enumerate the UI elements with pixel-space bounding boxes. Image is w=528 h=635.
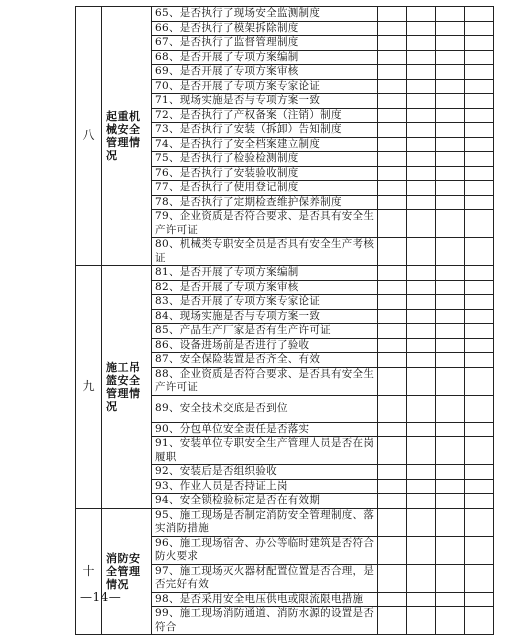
check-cell[interactable] — [436, 494, 465, 509]
check-cell[interactable] — [378, 7, 407, 22]
check-item: 79、企业资质是否符合要求、是否具有安全生产许可证 — [152, 210, 378, 238]
section-title: 消防安全管理情况 — [102, 508, 152, 635]
check-cell[interactable] — [407, 536, 436, 564]
check-cell[interactable] — [378, 50, 407, 65]
check-cell[interactable] — [378, 36, 407, 51]
check-cell[interactable] — [378, 338, 407, 353]
check-cell[interactable] — [465, 50, 494, 65]
section-number: 十 — [76, 508, 102, 635]
check-item: 97、施工现场灭火器材配置位置是否合理，是否完好有效 — [152, 564, 378, 592]
check-cell[interactable] — [465, 353, 494, 368]
check-cell[interactable] — [436, 266, 465, 281]
check-cell[interactable] — [378, 494, 407, 509]
check-cell[interactable] — [407, 338, 436, 353]
check-cell[interactable] — [436, 210, 465, 238]
check-cell[interactable] — [407, 152, 436, 167]
check-cell[interactable] — [465, 65, 494, 80]
check-cell[interactable] — [465, 210, 494, 238]
check-cell[interactable] — [378, 65, 407, 80]
check-cell[interactable] — [407, 65, 436, 80]
check-cell[interactable] — [436, 395, 465, 422]
check-cell[interactable] — [436, 108, 465, 123]
check-cell[interactable] — [407, 7, 436, 22]
check-cell[interactable] — [378, 266, 407, 281]
check-cell[interactable] — [378, 108, 407, 123]
check-cell[interactable] — [378, 21, 407, 36]
check-item: 86、设备进场前是否进行了验收 — [152, 338, 378, 353]
check-cell[interactable] — [465, 238, 494, 266]
check-item: 70、是否开展了专项方案专家论证 — [152, 79, 378, 94]
check-item: 80、机械类专职安全员是否具有安全生产考核证 — [152, 238, 378, 266]
check-cell[interactable] — [436, 65, 465, 80]
check-cell[interactable] — [465, 494, 494, 509]
check-cell[interactable] — [436, 422, 465, 437]
table-row — [76, 508, 494, 536]
check-item: 92、安装后是否组织验收 — [152, 465, 378, 480]
section-number: 九 — [76, 266, 102, 509]
check-cell[interactable] — [465, 94, 494, 109]
check-cell[interactable] — [407, 123, 436, 138]
check-item: 90、分包单位安全责任是否落实 — [152, 422, 378, 437]
check-cell[interactable] — [465, 7, 494, 22]
check-item: 81、是否开展了专项方案编制 — [152, 266, 378, 281]
check-item: 82、是否开展了专项方案审核 — [152, 280, 378, 295]
check-item: 99、施工现场消防通道、消防水源的设置是否符合 — [152, 607, 378, 635]
check-cell[interactable] — [378, 123, 407, 138]
check-cell[interactable] — [465, 536, 494, 564]
check-cell[interactable] — [465, 338, 494, 353]
check-cell[interactable] — [436, 338, 465, 353]
check-item: 83、是否开展了专项方案专家论证 — [152, 295, 378, 310]
check-cell[interactable] — [465, 479, 494, 494]
check-item: 74、是否执行了安全档案建立制度 — [152, 137, 378, 152]
check-item: 73、是否执行了安装（拆卸）告知制度 — [152, 123, 378, 138]
check-item: 89、安全技术交底是否到位 — [152, 395, 378, 422]
check-cell[interactable] — [436, 166, 465, 181]
check-cell[interactable] — [436, 607, 465, 635]
check-cell[interactable] — [436, 309, 465, 324]
check-cell[interactable] — [436, 195, 465, 210]
check-cell[interactable] — [378, 94, 407, 109]
check-cell[interactable] — [378, 238, 407, 266]
check-cell[interactable] — [436, 137, 465, 152]
check-cell[interactable] — [407, 181, 436, 196]
check-cell[interactable] — [407, 266, 436, 281]
check-item: 71、现场实施是否与专项方案一致 — [152, 94, 378, 109]
check-cell[interactable] — [465, 508, 494, 536]
check-cell[interactable] — [436, 152, 465, 167]
check-cell[interactable] — [407, 210, 436, 238]
check-cell[interactable] — [465, 108, 494, 123]
check-cell[interactable] — [465, 465, 494, 480]
check-cell[interactable] — [378, 437, 407, 465]
check-item: 88、企业资质是否符合要求、是否具有安全生产许可证 — [152, 367, 378, 395]
check-cell[interactable] — [465, 137, 494, 152]
check-cell[interactable] — [378, 479, 407, 494]
check-cell[interactable] — [407, 465, 436, 480]
check-cell[interactable] — [378, 324, 407, 339]
check-cell[interactable] — [378, 137, 407, 152]
check-item: 91、安装单位专职安全生产管理人员是否在岗履职 — [152, 437, 378, 465]
check-cell[interactable] — [407, 367, 436, 395]
check-cell[interactable] — [465, 36, 494, 51]
check-cell[interactable] — [407, 479, 436, 494]
check-cell[interactable] — [465, 79, 494, 94]
check-cell[interactable] — [407, 21, 436, 36]
check-cell[interactable] — [465, 592, 494, 607]
check-cell[interactable] — [378, 508, 407, 536]
check-cell[interactable] — [378, 309, 407, 324]
check-cell[interactable] — [465, 367, 494, 395]
check-cell[interactable] — [407, 564, 436, 592]
check-cell[interactable] — [407, 137, 436, 152]
check-cell[interactable] — [436, 536, 465, 564]
check-cell[interactable] — [465, 295, 494, 310]
check-cell[interactable] — [465, 422, 494, 437]
check-cell[interactable] — [436, 479, 465, 494]
check-cell[interactable] — [407, 36, 436, 51]
check-cell[interactable] — [378, 536, 407, 564]
check-cell[interactable] — [407, 280, 436, 295]
check-cell[interactable] — [378, 280, 407, 295]
check-cell[interactable] — [378, 422, 407, 437]
check-cell[interactable] — [378, 367, 407, 395]
check-item: 65、是否执行了现场安全监测制度 — [152, 7, 378, 22]
check-cell[interactable] — [378, 564, 407, 592]
check-cell[interactable] — [436, 353, 465, 368]
check-cell[interactable] — [465, 607, 494, 635]
check-cell[interactable] — [378, 607, 407, 635]
check-cell[interactable] — [436, 280, 465, 295]
check-cell[interactable] — [378, 210, 407, 238]
check-cell[interactable] — [407, 50, 436, 65]
check-cell[interactable] — [378, 181, 407, 196]
check-cell[interactable] — [465, 564, 494, 592]
check-cell[interactable] — [378, 195, 407, 210]
check-cell[interactable] — [407, 295, 436, 310]
check-cell[interactable] — [407, 79, 436, 94]
check-cell[interactable] — [407, 494, 436, 509]
inspection-table — [75, 6, 494, 635]
check-cell[interactable] — [465, 266, 494, 281]
check-cell[interactable] — [436, 437, 465, 465]
check-cell[interactable] — [378, 166, 407, 181]
check-cell[interactable] — [436, 564, 465, 592]
check-cell[interactable] — [436, 324, 465, 339]
check-cell[interactable] — [436, 238, 465, 266]
check-item: 77、是否执行了使用登记制度 — [152, 181, 378, 196]
check-cell[interactable] — [407, 195, 436, 210]
check-cell[interactable] — [407, 607, 436, 635]
check-cell[interactable] — [465, 437, 494, 465]
table-row — [76, 7, 494, 22]
check-cell[interactable] — [378, 295, 407, 310]
check-cell[interactable] — [407, 309, 436, 324]
check-item: 95、施工现场是否制定消防安全管理制度、落实消防措施 — [152, 508, 378, 536]
check-cell[interactable] — [436, 21, 465, 36]
check-cell[interactable] — [407, 238, 436, 266]
check-cell[interactable] — [436, 7, 465, 22]
check-cell[interactable] — [436, 367, 465, 395]
check-cell[interactable] — [465, 166, 494, 181]
section-title: 起重机械安全管理情况 — [102, 7, 152, 266]
check-item: 66、是否执行了模架拆除制度 — [152, 21, 378, 36]
check-cell[interactable] — [436, 123, 465, 138]
check-cell[interactable] — [407, 94, 436, 109]
check-item: 96、施工现场宿舍、办公等临时建筑是否符合防火要求 — [152, 536, 378, 564]
check-cell[interactable] — [465, 309, 494, 324]
check-item: 87、安全保险装置是否齐全、有效 — [152, 353, 378, 368]
check-cell[interactable] — [407, 508, 436, 536]
check-item: 85、产品生产厂家是否有生产许可证 — [152, 324, 378, 339]
check-cell[interactable] — [407, 166, 436, 181]
check-cell[interactable] — [436, 50, 465, 65]
check-cell[interactable] — [407, 324, 436, 339]
check-cell[interactable] — [465, 152, 494, 167]
check-cell[interactable] — [465, 21, 494, 36]
check-cell[interactable] — [407, 108, 436, 123]
check-cell[interactable] — [407, 592, 436, 607]
check-cell[interactable] — [378, 79, 407, 94]
check-cell[interactable] — [436, 79, 465, 94]
page-number: —14— — [80, 590, 122, 604]
check-item: 84、现场实施是否与专项方案一致 — [152, 309, 378, 324]
check-cell[interactable] — [436, 36, 465, 51]
check-item: 69、是否开展了专项方案审核 — [152, 65, 378, 80]
check-cell[interactable] — [378, 353, 407, 368]
check-cell[interactable] — [465, 123, 494, 138]
check-item: 78、是否执行了定期检查维护保养制度 — [152, 195, 378, 210]
table-row — [76, 266, 494, 281]
section-number: 八 — [76, 7, 102, 266]
check-cell[interactable] — [436, 465, 465, 480]
check-cell[interactable] — [407, 437, 436, 465]
check-cell[interactable] — [436, 508, 465, 536]
check-cell[interactable] — [378, 152, 407, 167]
check-cell[interactable] — [436, 295, 465, 310]
check-cell[interactable] — [378, 465, 407, 480]
check-cell[interactable] — [378, 592, 407, 607]
check-cell[interactable] — [465, 280, 494, 295]
section-title: 施工吊篮安全管理情况 — [102, 266, 152, 509]
check-cell[interactable] — [407, 395, 436, 422]
check-item: 75、是否执行了检验检测制度 — [152, 152, 378, 167]
check-cell[interactable] — [465, 195, 494, 210]
check-item: 72、是否执行了产权备案（注销）制度 — [152, 108, 378, 123]
check-cell[interactable] — [407, 422, 436, 437]
check-item: 76、是否执行了安装验收制度 — [152, 166, 378, 181]
check-cell[interactable] — [407, 353, 436, 368]
check-cell[interactable] — [465, 395, 494, 422]
check-item: 67、是否执行了监督管理制度 — [152, 36, 378, 51]
check-cell[interactable] — [436, 94, 465, 109]
check-cell[interactable] — [465, 181, 494, 196]
check-cell[interactable] — [436, 181, 465, 196]
check-cell[interactable] — [378, 395, 407, 422]
check-item: 98、是否采用安全电压供电或限流限电措施 — [152, 592, 378, 607]
check-item: 93、作业人员是否持证上岗 — [152, 479, 378, 494]
check-cell[interactable] — [436, 592, 465, 607]
check-item: 68、是否开展了专项方案编制 — [152, 50, 378, 65]
check-item: 94、安全锁检验标定是否在有效期 — [152, 494, 378, 509]
check-cell[interactable] — [465, 324, 494, 339]
